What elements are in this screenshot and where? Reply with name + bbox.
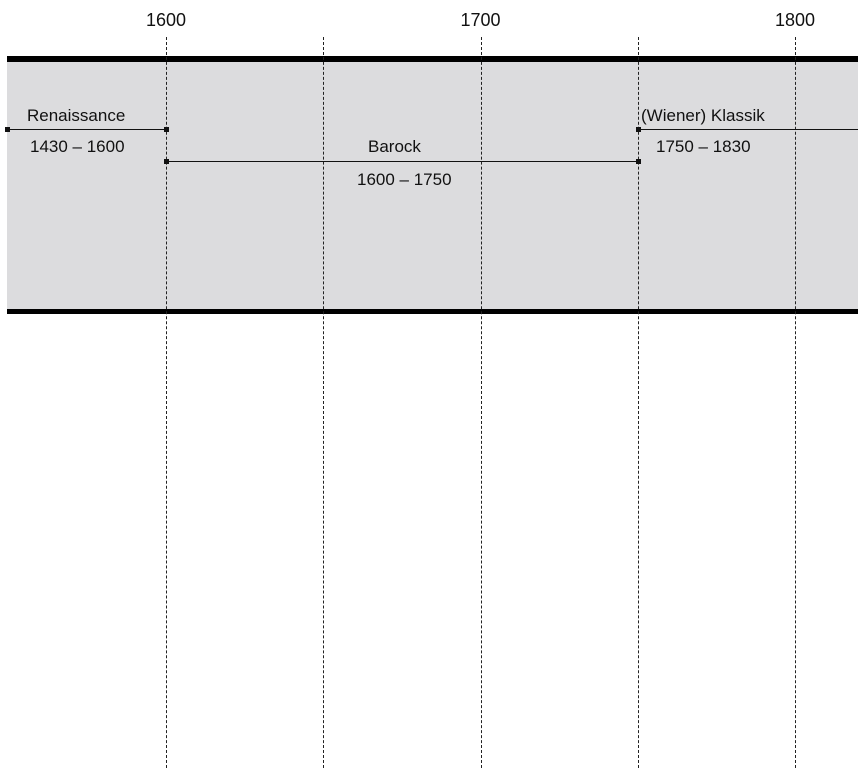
- gridline-1650: [323, 37, 324, 768]
- period-name-wiener-klassik: (Wiener) Klassik: [641, 106, 765, 125]
- period-endpoint-renaissance-start: [5, 127, 10, 132]
- period-range-wiener-klassik: 1750 – 1830: [656, 137, 751, 156]
- year-label-1700: 1700: [460, 10, 501, 30]
- gridline-1600: [166, 37, 167, 768]
- period-range-renaissance: 1430 – 1600: [30, 137, 125, 156]
- band-bottom-border: [7, 309, 858, 314]
- period-name-barock: Barock: [368, 137, 421, 156]
- period-endpoint-renaissance-end: [164, 127, 169, 132]
- period-line-wiener-klassik: [638, 129, 858, 130]
- year-label-1800: 1800: [774, 10, 816, 30]
- year-label-1600: 1600: [145, 10, 187, 30]
- period-endpoint-barock-start: [164, 159, 169, 164]
- gridline-1800: [795, 37, 796, 768]
- period-endpoint-wiener-klassik-start: [636, 127, 641, 132]
- period-range-barock: 1600 – 1750: [357, 170, 452, 189]
- period-line-renaissance: [7, 129, 166, 130]
- gridline-1750: [638, 37, 639, 768]
- gridline-1700: [481, 37, 482, 768]
- band-top-border: [7, 56, 858, 62]
- period-line-barock: [166, 161, 638, 162]
- period-endpoint-barock-end: [636, 159, 641, 164]
- period-name-renaissance: Renaissance: [27, 106, 126, 125]
